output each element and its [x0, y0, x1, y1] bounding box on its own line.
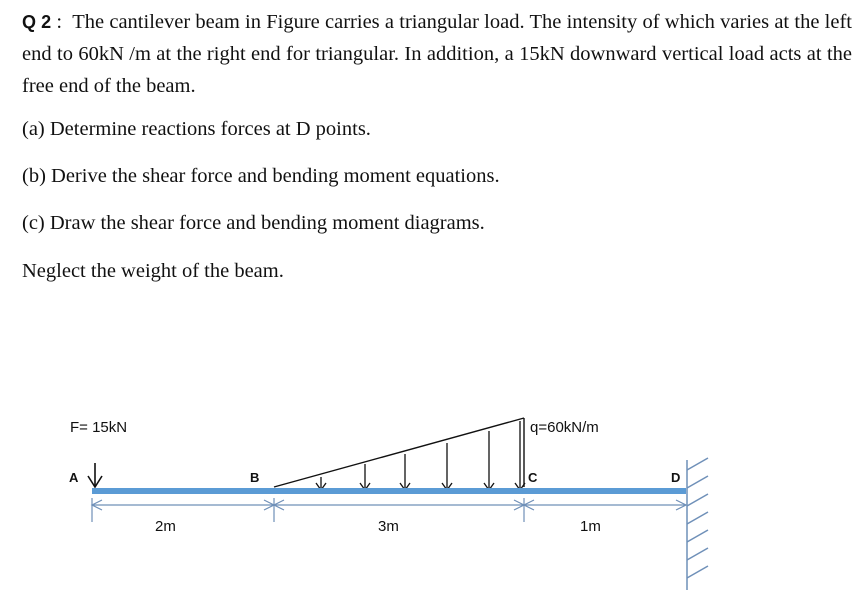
dimension-ab: 2m — [155, 518, 176, 535]
point-b-label: B — [250, 470, 260, 485]
part-b: (b) Derive the shear force and bending moment equations. — [22, 165, 500, 187]
part-a: (a) Determine reactions forces at D points. — [22, 118, 371, 140]
question-text: The cantilever beam in Figure carries a triangular load. The intensity of which varies at the left end to 60kN /m at the right end for triangular. In addition, a 15kN downward vertical load acts at the free end of the beam. — [22, 11, 852, 97]
load-intensity-label: q=60kN/m — [530, 419, 599, 436]
question-separator: : — [56, 11, 63, 33]
note: Neglect the weight of the beam. — [22, 260, 284, 282]
fixed-support — [687, 458, 708, 590]
force-label: F= 15kN — [70, 419, 128, 436]
beam — [92, 488, 686, 494]
point-a-label: A — [69, 470, 79, 485]
dimension-bc: 3m — [378, 518, 399, 535]
point-d-label: D — [671, 470, 681, 485]
load-arrows — [316, 421, 525, 490]
dimension-cd: 1m — [580, 518, 601, 535]
part-c: (c) Draw the shear force and bending moment diagrams. — [22, 212, 485, 234]
triangular-load — [274, 418, 524, 487]
question-number: Q 2 — [22, 12, 52, 32]
point-c-label: C — [528, 470, 538, 485]
point-load-arrow — [88, 463, 102, 487]
